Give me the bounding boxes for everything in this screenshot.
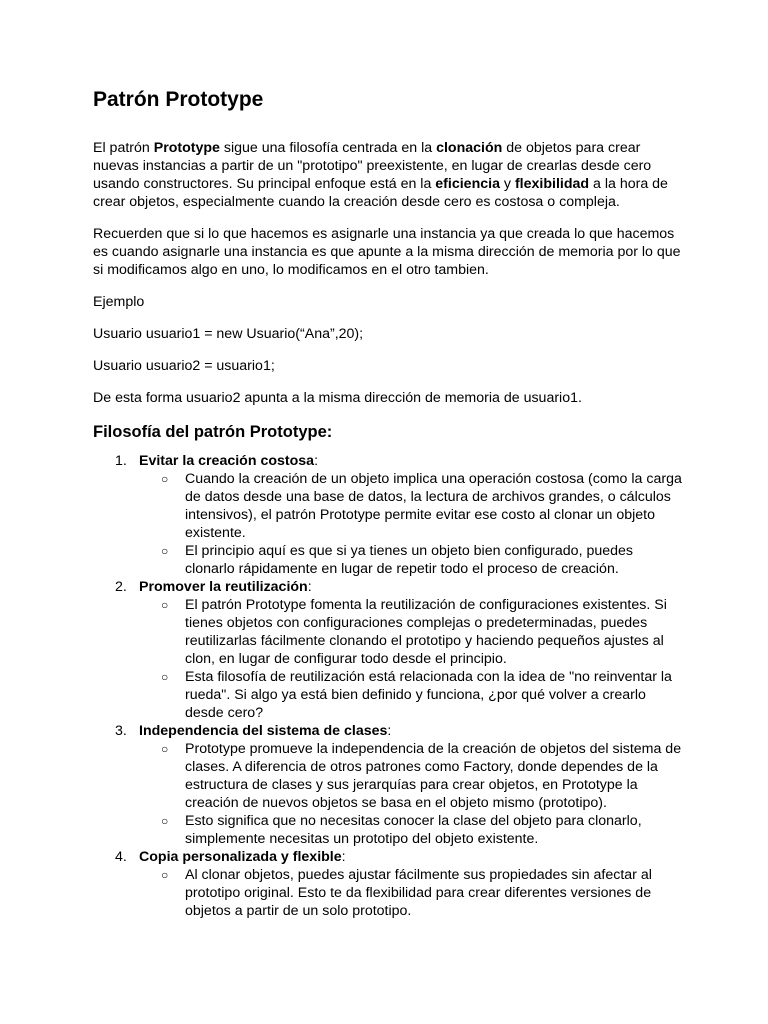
intro-paragraph [93, 139, 683, 211]
code-line-1: Usuario usuario1 = new Usuario(“Ana”,20); [93, 326, 364, 342]
list-number: 3. [115, 723, 127, 739]
hollow-circle-icon: ○ [161, 742, 169, 756]
sub-list-item [139, 542, 683, 578]
list-item-label: Copia personalizada y flexible [139, 849, 342, 865]
code-line-2: Usuario usuario2 = usuario1; [93, 358, 275, 374]
list-item-colon: : [341, 849, 346, 865]
list-item-colon: : [387, 723, 392, 739]
list-item-label: Promover la reutilización [139, 579, 308, 595]
list-number: 2. [115, 579, 127, 595]
list-item-colon: : [307, 579, 312, 595]
list-item [93, 848, 683, 920]
hollow-circle-icon: ○ [161, 544, 169, 558]
hollow-circle-icon: ○ [161, 598, 169, 612]
intro-text-2: sigue una filosofía centrada en la [219, 140, 437, 156]
list-number: 1. [115, 453, 127, 469]
sub-list-item [139, 740, 683, 812]
list-item-label: Evitar la creación costosa [139, 453, 315, 469]
intro-text-1: El patrón [93, 140, 154, 156]
sub-item-text: Al clonar objetos, puedes ajustar fácilmente sus propiedades sin afectar al prototipo original. Esto te da flexibilidad para crear diferentes versiones de objetos a partir de un solo prototipo. [185, 867, 652, 919]
intro-bold-prototype: Prototype [153, 140, 220, 156]
list-item-label: Independencia del sistema de clases [139, 723, 388, 739]
sub-list [139, 866, 683, 920]
document-title: Patrón Prototype [93, 88, 264, 111]
intro-text-4: y [499, 176, 515, 192]
sub-list-item [139, 470, 683, 542]
hollow-circle-icon: ○ [161, 670, 169, 684]
sub-item-text: Esto significa que no necesitas conocer la clase del objeto para clonarlo, simplemente necesitas un prototipo del objeto existente. [185, 813, 642, 847]
list-item-colon: : [314, 453, 319, 469]
intro-text-3: de objetos para crear nuevas instancias a partir de un "prototipo" preexistente, en lugar de crearlas desde cero usando constructores. Su principal enfoque está en la [93, 140, 652, 192]
sub-item-text: El principio aquí es que si ya tienes un objeto bien configurado, puedes clonarlo rápidamente en lugar de repetir todo el proceso de creación. [185, 543, 634, 577]
intro-bold-clonacion: clonación [436, 140, 503, 156]
sub-list-item [139, 812, 683, 848]
list-item [93, 452, 683, 578]
example-label: Ejemplo [93, 294, 145, 310]
intro-text-5: a la hora de crear objetos, especialmente cuando la creación desde cero es costosa o compleja. [93, 176, 668, 210]
sub-list-item [139, 596, 683, 668]
document-page [93, 86, 683, 920]
list-number: 4. [115, 849, 127, 865]
hollow-circle-icon: ○ [161, 814, 169, 828]
conclusion-paragraph: De esta forma usuario2 apunta a la misma dirección de memoria de usuario1. [93, 390, 582, 406]
intro-bold-flexibilidad: flexibilidad [514, 176, 590, 192]
list-item [93, 722, 683, 848]
hollow-circle-icon: ○ [161, 868, 169, 882]
sub-list-item [139, 866, 683, 920]
sub-item-text: El patrón Prototype fomenta la reutilización de configuraciones existentes. Si tienes objetos con configuraciones complejas o predeterminadas, puedes reutilizarlas fácilmente clonando el prototipo y haciendo pequeños ajustes al clon, en lugar de configurar todo desde el principio. [185, 597, 667, 667]
philosophy-list [93, 452, 683, 920]
hollow-circle-icon: ○ [161, 472, 169, 486]
sub-list [139, 740, 683, 848]
sub-item-text: Esta filosofía de reutilización está relacionada con la idea de "no reinventar la rueda". Si algo ya está bien definido y funciona, ¿por qué volver a crearlo desde cero? [185, 669, 672, 721]
sub-list [139, 470, 683, 578]
intro-bold-eficiencia: eficiencia [435, 176, 500, 192]
sub-list-item [139, 668, 683, 722]
list-item [93, 578, 683, 722]
sub-item-text: Prototype promueve la independencia de la creación de objetos del sistema de clases. A diferencia de otros patrones como Factory, donde dependes de la estructura de clases y sus jerarquías para crear objetos, en Prototype la creación de nuevos objetos se basa en el objeto mismo (prototipo). [185, 741, 682, 811]
sub-list [139, 596, 683, 722]
section-heading: Filosofía del patrón Prototype: [93, 423, 333, 441]
sub-item-text: Cuando la creación de un objeto implica una operación costosa (como la carga de datos desde una base de datos, la lectura de archivos grandes, o cálculos intensivos), el patrón Prototype permite evitar ese costo al clonar un objeto existente. [185, 471, 682, 541]
memory-paragraph: Recuerden que si lo que hacemos es asignarle una instancia ya que creada lo que hacemos es cuando asignarle una instancia es que apunte a la misma dirección de memoria por lo que si modificamos algo en uno, lo modificamos en el otro tambien. [93, 226, 681, 278]
